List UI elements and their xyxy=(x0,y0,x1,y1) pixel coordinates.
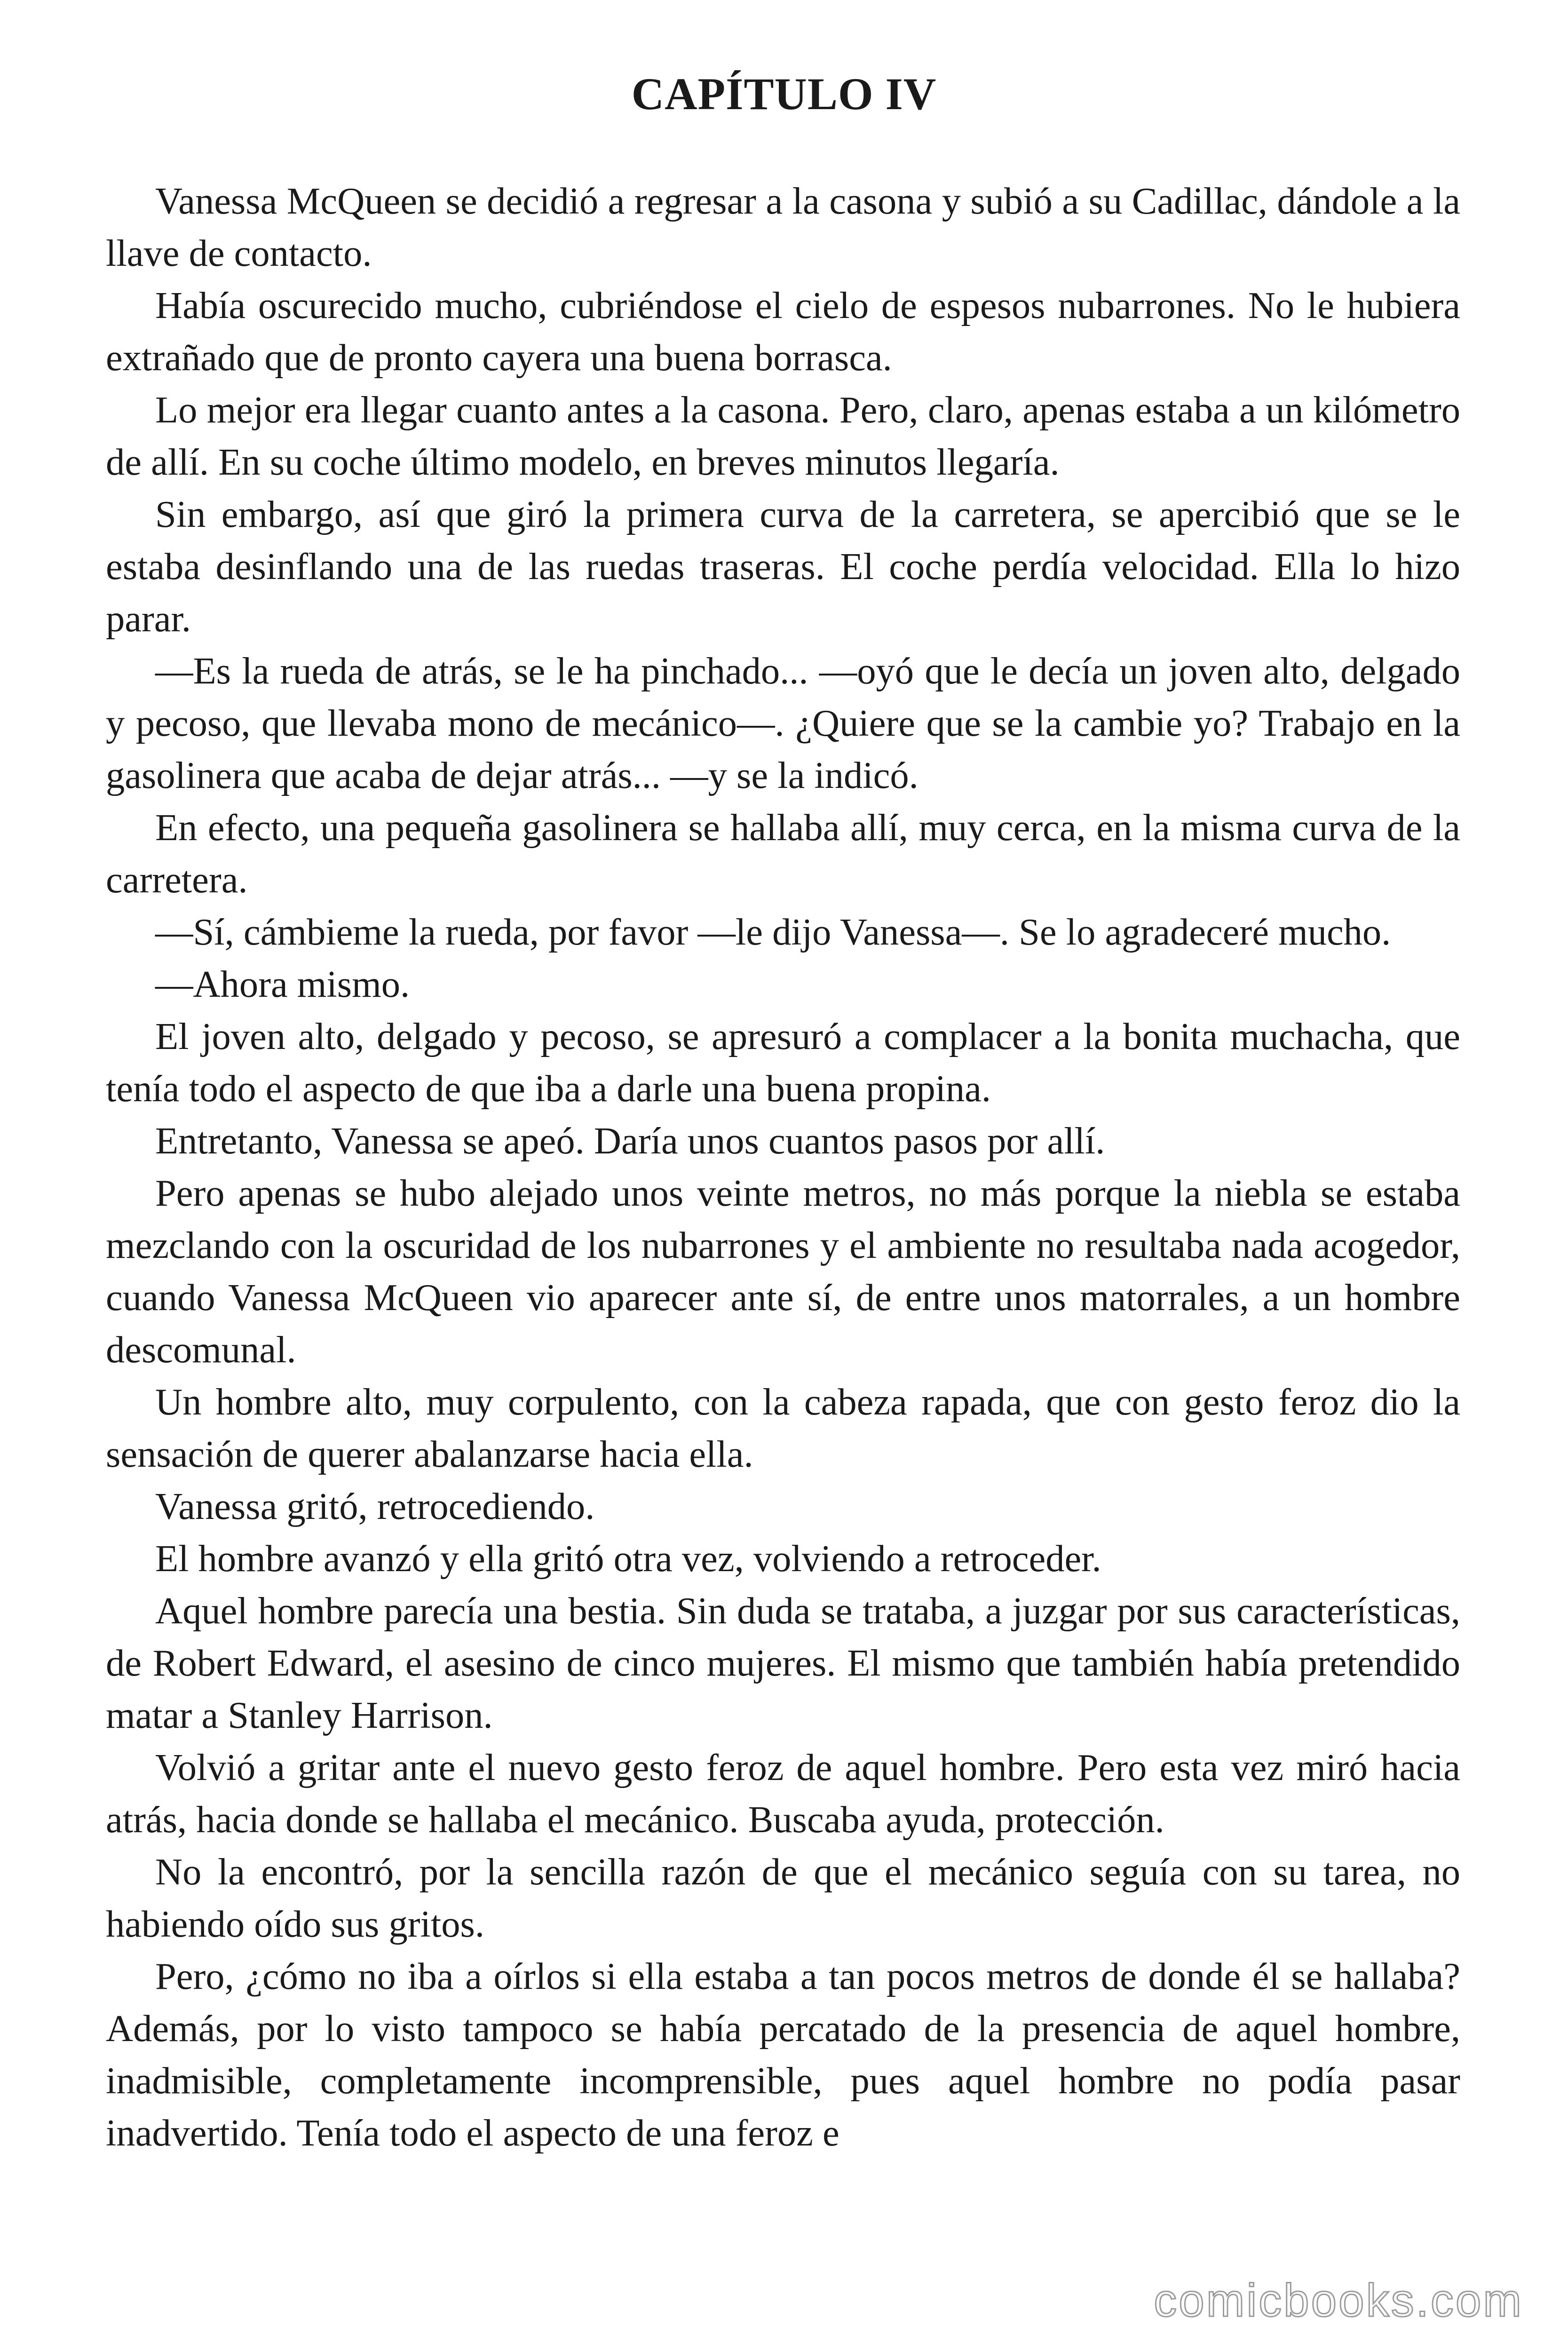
paragraph: En efecto, una pequeña gasolinera se hallaba allí, muy cerca, en la misma curva de la carretera. xyxy=(106,807,1460,901)
paragraph: Pero, ¿cómo no iba a oírlos si ella estaba a tan pocos metros de donde él se hallaba? Además, por lo visto tampoco se había percatado de la presencia de aquel hombre, inadmisible, completamente incomprensible, pues aquel hombre no podía pasar inadvertido. Tenía todo el aspecto de una feroz e xyxy=(106,1955,1460,2154)
paragraph: Volvió a gritar ante el nuevo gesto feroz de aquel hombre. Pero esta vez miró hacia atrás, hacia donde se hallaba el mecánico. Buscaba ayuda, protección. xyxy=(106,1747,1460,1841)
paragraph: Pero apenas se hubo alejado unos veinte metros, no más porque la niebla se estaba mezclando con la oscuridad de los nubarrones y el ambiente no resultaba nada acogedor, cuando Vanessa McQueen vio aparecer ante sí, de entre unos matorrales, a un hombre descomunal. xyxy=(106,1172,1460,1371)
paragraph: No la encontró, por la sencilla razón de que el mecánico seguía con su tarea, no habiendo oído sus gritos. xyxy=(106,1851,1460,1945)
paragraph: El joven alto, delgado y pecoso, se apresuró a complacer a la bonita muchacha, que tenía todo el aspecto de que iba a darle una buena propina. xyxy=(106,1016,1460,1110)
paragraph: —Es la rueda de atrás, se le ha pinchado... —oyó que le decía un joven alto, delgado y pecoso, que llevaba mono de mecánico—. ¿Quiere que se la cambie yo? Trabajo en la gasolinera que acaba de dejar atrás... —y se la indicó. xyxy=(106,650,1460,796)
chapter-body xyxy=(106,175,1460,2159)
paragraph: Entretanto, Vanessa se apeó. Daría unos cuantos pasos por allí. xyxy=(155,1120,1105,1162)
paragraph: Un hombre alto, muy corpulento, con la cabeza rapada, que con gesto feroz dio la sensación de querer abalanzarse hacia ella. xyxy=(106,1381,1460,1475)
paragraph: Había oscurecido mucho, cubriéndose el cielo de espesos nubarrones. No le hubiera extrañado que de pronto cayera una buena borrasca. xyxy=(106,285,1460,379)
watermark: comicbooks.com xyxy=(1154,2274,1523,2326)
paragraph: Vanessa McQueen se decidió a regresar a la casona y subió a su Cadillac, dándole a la llave de contacto. xyxy=(106,180,1460,274)
paragraph: El hombre avanzó y ella gritó otra vez, volviendo a retroceder. xyxy=(155,1538,1101,1580)
paragraph: Aquel hombre parecía una bestia. Sin duda se trataba, a juzgar por sus características, de Robert Edward, el asesino de cinco mujeres. El mismo que también había pretendido matar a Stanley Harrison. xyxy=(106,1590,1460,1736)
paragraph: Lo mejor era llegar cuanto antes a la casona. Pero, claro, apenas estaba a un kilómetro de allí. En su coche último modelo, en breves minutos llegaría. xyxy=(106,389,1460,483)
paragraph: —Sí, cámbieme la rueda, por favor —le dijo Vanessa—. Se lo agradeceré mucho. xyxy=(155,911,1391,953)
chapter-title: CAPÍTULO IV xyxy=(631,69,937,119)
paragraph: Sin embargo, así que giró la primera curva de la carretera, se apercibió que se le estaba desinflando una de las ruedas traseras. El coche perdía velocidad. Ella lo hizo parar. xyxy=(106,493,1460,640)
paragraph: —Ahora mismo. xyxy=(155,963,410,1005)
paragraph: Vanessa gritó, retrocediendo. xyxy=(155,1486,595,1527)
